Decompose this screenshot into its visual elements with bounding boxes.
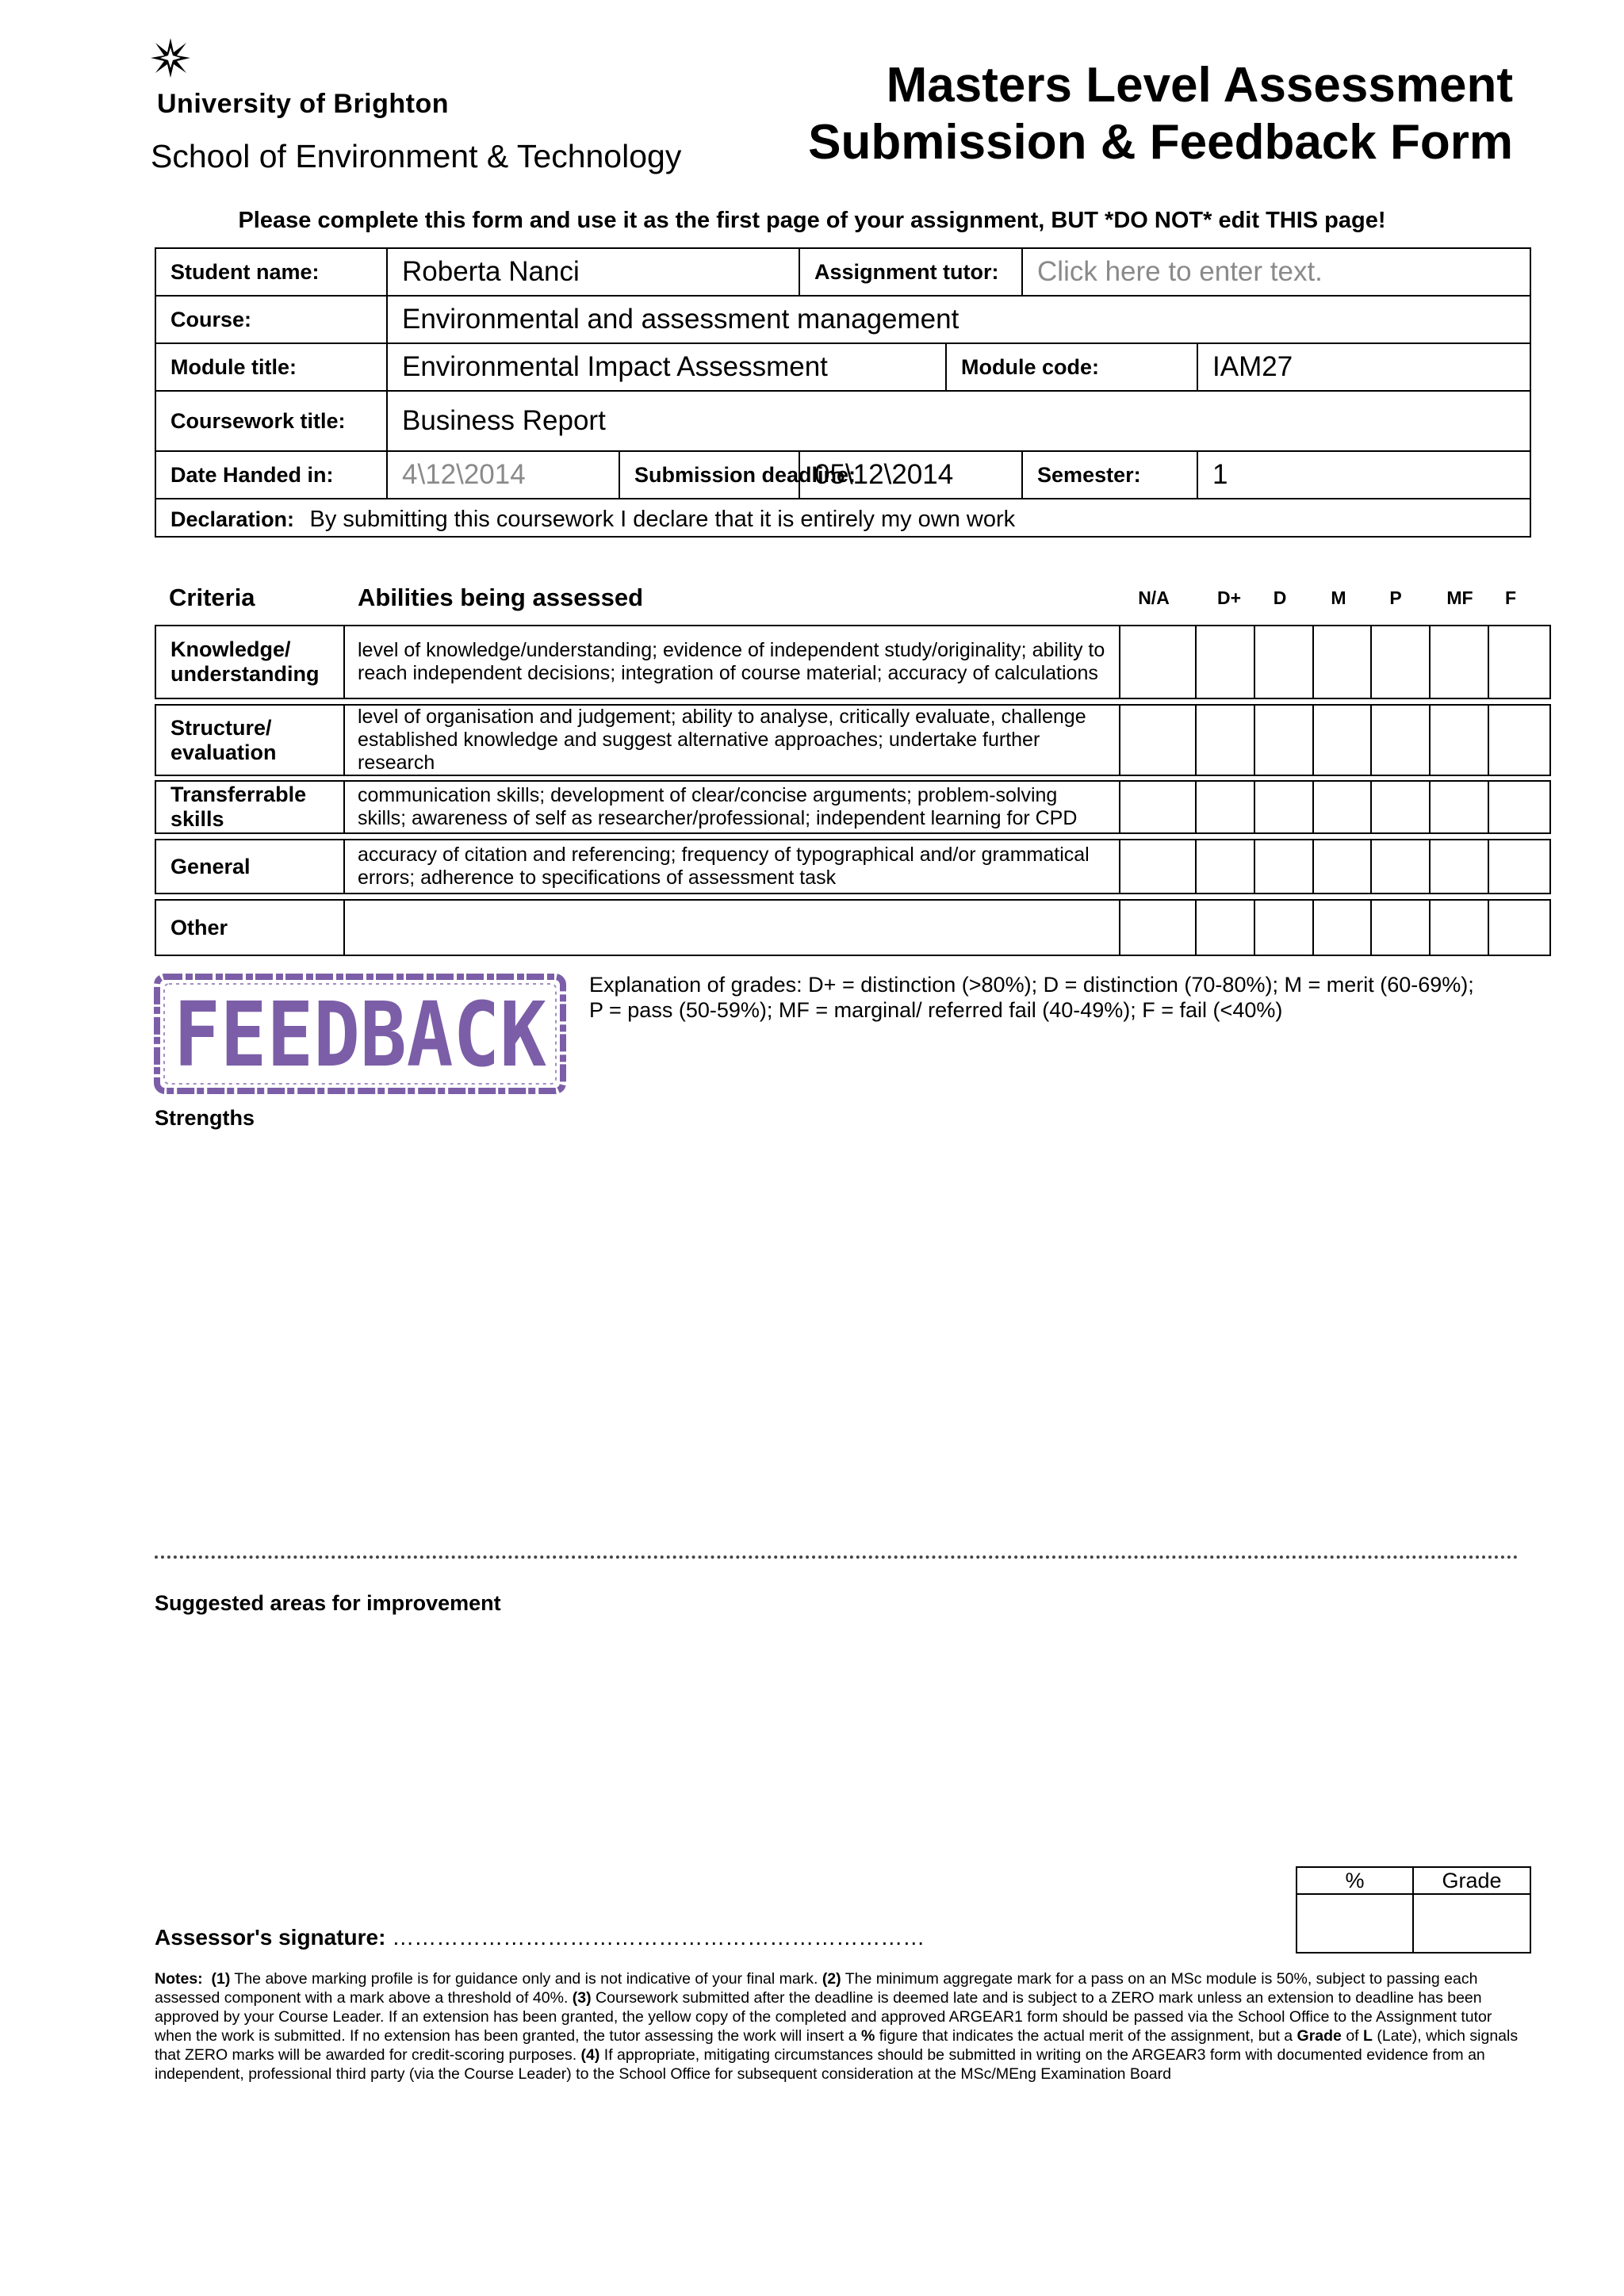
grade-cell-na[interactable]: [1120, 626, 1196, 698]
grade-header-d: D: [1273, 587, 1287, 608]
grade-cell-m[interactable]: [1313, 900, 1371, 955]
criteria-description: communication skills; development of clear/concise arguments; problem-solving skills; awareness of self as researcher/professional; independent learning for CPD: [344, 781, 1120, 833]
grade-cell-f[interactable]: [1488, 781, 1550, 833]
grade-cell-na[interactable]: [1120, 900, 1196, 955]
grade-field[interactable]: [1413, 1894, 1530, 1953]
criteria-name: Knowledge/ understanding: [155, 626, 344, 698]
module-title-label: Module title:: [155, 343, 387, 391]
criteria-row-other: [155, 899, 1551, 956]
criteria-description: level of knowledge/understanding; evidence of independent study/originality; ability to reach independent decisions; integration of course material; accuracy of calculations: [344, 626, 1120, 698]
note-text: Coursework submitted after the deadline is deemed late and is subject to a ZERO mark unless an extension to deadline has been approved by your Course Leader. If an extension has been granted, the yellow copy of the completed and approved ARGEAR1 form should be passed via the School Office to the Assignment tutor when the work is submitted. If no extension has been granted, the tutor assessing the work will insert a: [155, 1989, 1492, 2045]
notes-paragraph: [155, 1969, 1533, 2084]
declaration-text: By submitting this coursework I declare that it is entirely my own work: [309, 507, 1016, 532]
course-field[interactable]: Environmental and assessment management: [387, 296, 1530, 343]
school-name: School of Environment & Technology: [151, 138, 682, 174]
title-line-2: Submission & Feedback Form: [808, 115, 1513, 170]
feedback-stamp-icon: [154, 974, 566, 1094]
percent-header: %: [1297, 1867, 1413, 1894]
note-marker: (3): [572, 1989, 592, 2007]
grade-cell-f[interactable]: [1488, 900, 1550, 955]
grade-cell-na[interactable]: [1120, 840, 1196, 894]
grade-cell-p[interactable]: [1371, 626, 1430, 698]
criteria-row-knowledge: [155, 625, 1551, 699]
grade-cell-d[interactable]: [1254, 626, 1313, 698]
notes-label: Notes:: [155, 1970, 203, 1988]
note-marker: (2): [822, 1970, 841, 1988]
submission-deadline-field[interactable]: 05\12\2014: [799, 451, 1022, 499]
university-star-logo-icon: [149, 36, 192, 79]
assignment-tutor-field[interactable]: Click here to enter text.: [1022, 248, 1530, 296]
criteria-description[interactable]: [344, 900, 1120, 955]
grade-cell-p[interactable]: [1371, 840, 1430, 894]
module-code-label: Module code:: [946, 343, 1197, 391]
student-name-label: Student name:: [155, 248, 387, 296]
grade-header-p: P: [1389, 587, 1402, 608]
submission-deadline-label: Submission deadline:: [619, 451, 799, 499]
grade-header-m: M: [1331, 587, 1346, 608]
grade-cell-f[interactable]: [1488, 626, 1550, 698]
grade-cell-m[interactable]: [1313, 840, 1371, 894]
grade-explanation: [589, 972, 1541, 1023]
module-code-field[interactable]: IAM27: [1197, 343, 1530, 391]
section-divider: [155, 1556, 1519, 1559]
note-text: of: [1341, 2027, 1364, 2045]
criteria-description: accuracy of citation and referencing; frequency of typographical and/or grammatical errors; adherence to specifications of assessment task: [344, 840, 1120, 894]
note-text: If appropriate, mitigating circumstances should be submitted in writing on the ARGEAR3 form with documented evidence from an independent, professional third party (via the Course Leader) to the School Office for subsequent consideration at the MSc/MEng Examination Board: [155, 2046, 1485, 2083]
coursework-title-field[interactable]: Business Report: [387, 391, 1530, 451]
semester-field[interactable]: 1: [1197, 451, 1530, 499]
grade-cell-p[interactable]: [1371, 900, 1430, 955]
instruction-text: Please complete this form and use it as the first page of your assignment, BUT *DO NOT* edit THIS page!: [238, 208, 1386, 233]
grade-cell-m[interactable]: [1313, 781, 1371, 833]
note-text: The minimum aggregate mark for a pass on an MSc module is 50%, subject to passing each assessed component with a mark above a threshold of 40%.: [155, 1970, 1478, 2007]
grade-header-mf: MF: [1446, 587, 1473, 608]
grade-cell-f[interactable]: [1488, 840, 1550, 894]
grade-cell-dplus[interactable]: [1196, 900, 1254, 955]
title-line-1: Masters Level Assessment: [886, 58, 1513, 113]
criteria-row-general: [155, 839, 1551, 894]
criteria-name: Other: [155, 900, 344, 955]
grade-header-dplus: D+: [1216, 587, 1242, 608]
signature-line[interactable]: ………………………………………………………………: [392, 1925, 925, 1950]
note-text: (Late), which signals that ZERO marks will be awarded for credit-scoring purposes.: [155, 2027, 1519, 2064]
grade-header-na: N/A: [1138, 587, 1170, 608]
criteria-row-structure: [155, 704, 1551, 776]
criteria-header: Criteria: [169, 584, 255, 611]
final-grade-box: [1296, 1866, 1531, 1954]
note-emphasis: %: [860, 2027, 875, 2045]
grade-cell-d[interactable]: [1254, 781, 1313, 833]
grade-cell-m[interactable]: [1313, 705, 1371, 775]
assessor-signature: [155, 1925, 925, 1950]
stamp-text: FEEDBACK: [174, 984, 546, 1087]
grade-cell-dplus[interactable]: [1196, 626, 1254, 698]
note-marker: (1): [211, 1970, 231, 1988]
grade-cell-dplus[interactable]: [1196, 781, 1254, 833]
date-handed-label: Date Handed in:: [155, 451, 387, 499]
date-handed-field[interactable]: 4\12\2014: [387, 451, 619, 499]
grade-cell-mf[interactable]: [1430, 705, 1488, 775]
strengths-label: Strengths: [155, 1106, 255, 1130]
grade-cell-mf[interactable]: [1430, 840, 1488, 894]
grade-cell-p[interactable]: [1371, 781, 1430, 833]
grade-cell-p[interactable]: [1371, 705, 1430, 775]
grade-cell-na[interactable]: [1120, 705, 1196, 775]
grade-header: Grade: [1413, 1867, 1530, 1894]
improvement-label: Suggested areas for improvement: [155, 1591, 501, 1615]
criteria-name: General: [155, 840, 344, 894]
note-emphasis: L: [1363, 2027, 1373, 2045]
criteria-name: Transferrable skills: [155, 781, 344, 833]
student-name-field[interactable]: Roberta Nanci: [387, 248, 799, 296]
declaration-row: [155, 499, 1530, 537]
page-title: [808, 57, 1513, 171]
grade-cell-d[interactable]: [1254, 840, 1313, 894]
grade-cell-na[interactable]: [1120, 781, 1196, 833]
grade-cell-d[interactable]: [1254, 705, 1313, 775]
grade-cell-mf[interactable]: [1430, 900, 1488, 955]
coursework-title-label: Coursework title:: [155, 391, 387, 451]
note-text: The above marking profile is for guidance only and is not indicative of your final mark.: [230, 1970, 822, 1988]
percent-field[interactable]: [1297, 1894, 1413, 1953]
abilities-header: Abilities being assessed: [358, 584, 644, 611]
note-emphasis: Grade: [1297, 2027, 1342, 2045]
note-text: figure that indicates the actual merit of the assignment, but a: [875, 2027, 1297, 2045]
grade-cell-mf[interactable]: [1430, 781, 1488, 833]
grade-cell-m[interactable]: [1313, 626, 1371, 698]
signature-label: Assessor's signature:: [155, 1925, 386, 1950]
grade-explanation-line-1: Explanation of grades: D+ = distinction (>80%); D = distinction (70-80%); M = merit (60-69%);: [589, 973, 1474, 997]
grade-explanation-line-2: P = pass (50-59%); MF = marginal/ referred fail (40-49%); F = fail (<40%): [589, 998, 1283, 1022]
criteria-description: level of organisation and judgement; ability to analyse, critically evaluate, challenge established knowledge and suggest alternative approaches; undertake further research: [344, 705, 1120, 775]
declaration-label: Declaration:: [170, 507, 295, 531]
grade-cell-d[interactable]: [1254, 900, 1313, 955]
note-marker: (4): [580, 2046, 600, 2064]
grade-cell-dplus[interactable]: [1196, 705, 1254, 775]
criteria-row-transferrable: [155, 780, 1551, 834]
university-name: University of Brighton: [157, 89, 450, 119]
assignment-tutor-label: Assignment tutor:: [799, 248, 1022, 296]
module-title-field[interactable]: Environmental Impact Assessment: [387, 343, 946, 391]
submission-info-table: [155, 247, 1531, 538]
grade-header-f: F: [1504, 587, 1517, 608]
course-label: Course:: [155, 296, 387, 343]
semester-label: Semester:: [1022, 451, 1197, 499]
grade-cell-mf[interactable]: [1430, 626, 1488, 698]
criteria-name: Structure/ evaluation: [155, 705, 344, 775]
grade-cell-f[interactable]: [1488, 705, 1550, 775]
grade-cell-dplus[interactable]: [1196, 840, 1254, 894]
